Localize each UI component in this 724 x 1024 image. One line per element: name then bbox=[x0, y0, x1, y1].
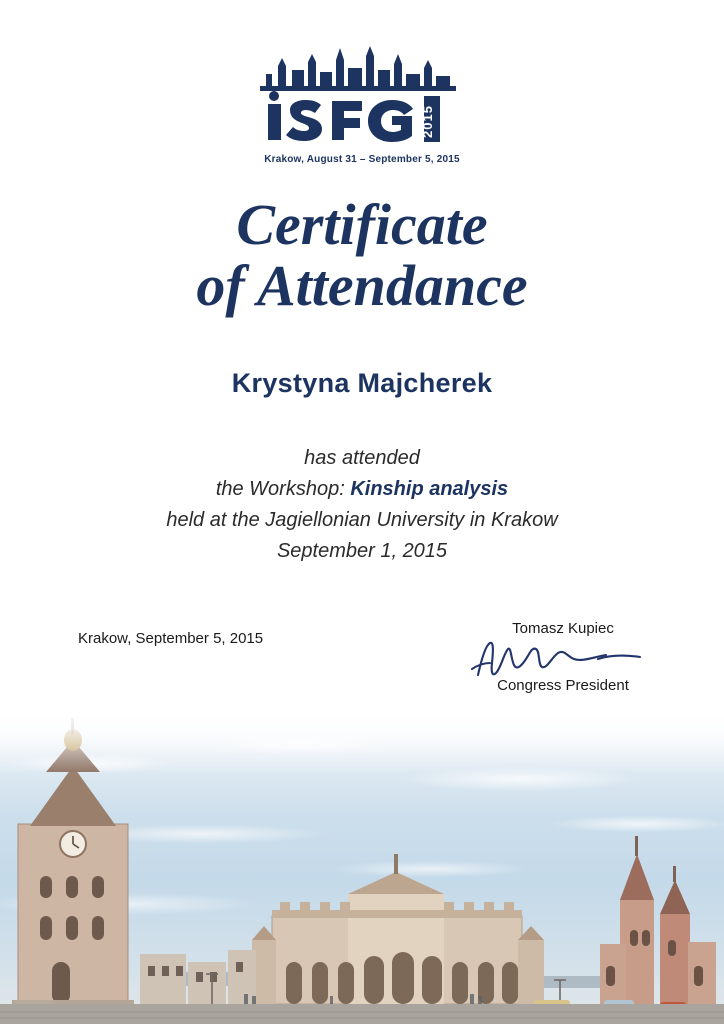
place-and-date: Krakow, September 5, 2015 bbox=[78, 630, 264, 647]
title-line-1: Certificate bbox=[236, 192, 488, 257]
isfg-logo-icon bbox=[252, 40, 472, 145]
workshop-name: Kinship analysis bbox=[350, 478, 509, 500]
cloth-hall bbox=[252, 854, 544, 1004]
body-line-4: September 1, 2015 bbox=[276, 540, 448, 562]
skyline-illustration bbox=[0, 704, 724, 1024]
signatory-name: Tomasz Kupiec bbox=[512, 620, 614, 637]
logo-caption: Krakow, August 31 – September 5, 2015 bbox=[264, 154, 460, 165]
st-marys-basilica bbox=[600, 836, 716, 1004]
body-line-2 bbox=[0, 474, 724, 505]
town-hall-tower bbox=[12, 718, 134, 1006]
certificate-body bbox=[0, 443, 724, 567]
signature-mark-icon bbox=[438, 635, 688, 683]
krakow-panorama-photo bbox=[0, 704, 724, 1024]
signatory-role: Congress President bbox=[497, 677, 629, 694]
signature-block bbox=[438, 620, 688, 694]
body-line-3: held at the Jagiellonian University in Krakow bbox=[166, 509, 558, 531]
row-houses-left bbox=[140, 950, 256, 1004]
logo-wrap bbox=[252, 40, 472, 145]
title-line-2: of Attendance bbox=[196, 252, 528, 318]
svg-text:2015: 2015 bbox=[420, 105, 435, 138]
workshop-label: the Workshop: bbox=[215, 478, 351, 500]
body-line-1: has attended bbox=[304, 447, 420, 469]
recipient-name: Krystyna Majcherek bbox=[231, 368, 493, 398]
page-title bbox=[0, 192, 724, 318]
isfg-logo-block bbox=[0, 40, 724, 165]
